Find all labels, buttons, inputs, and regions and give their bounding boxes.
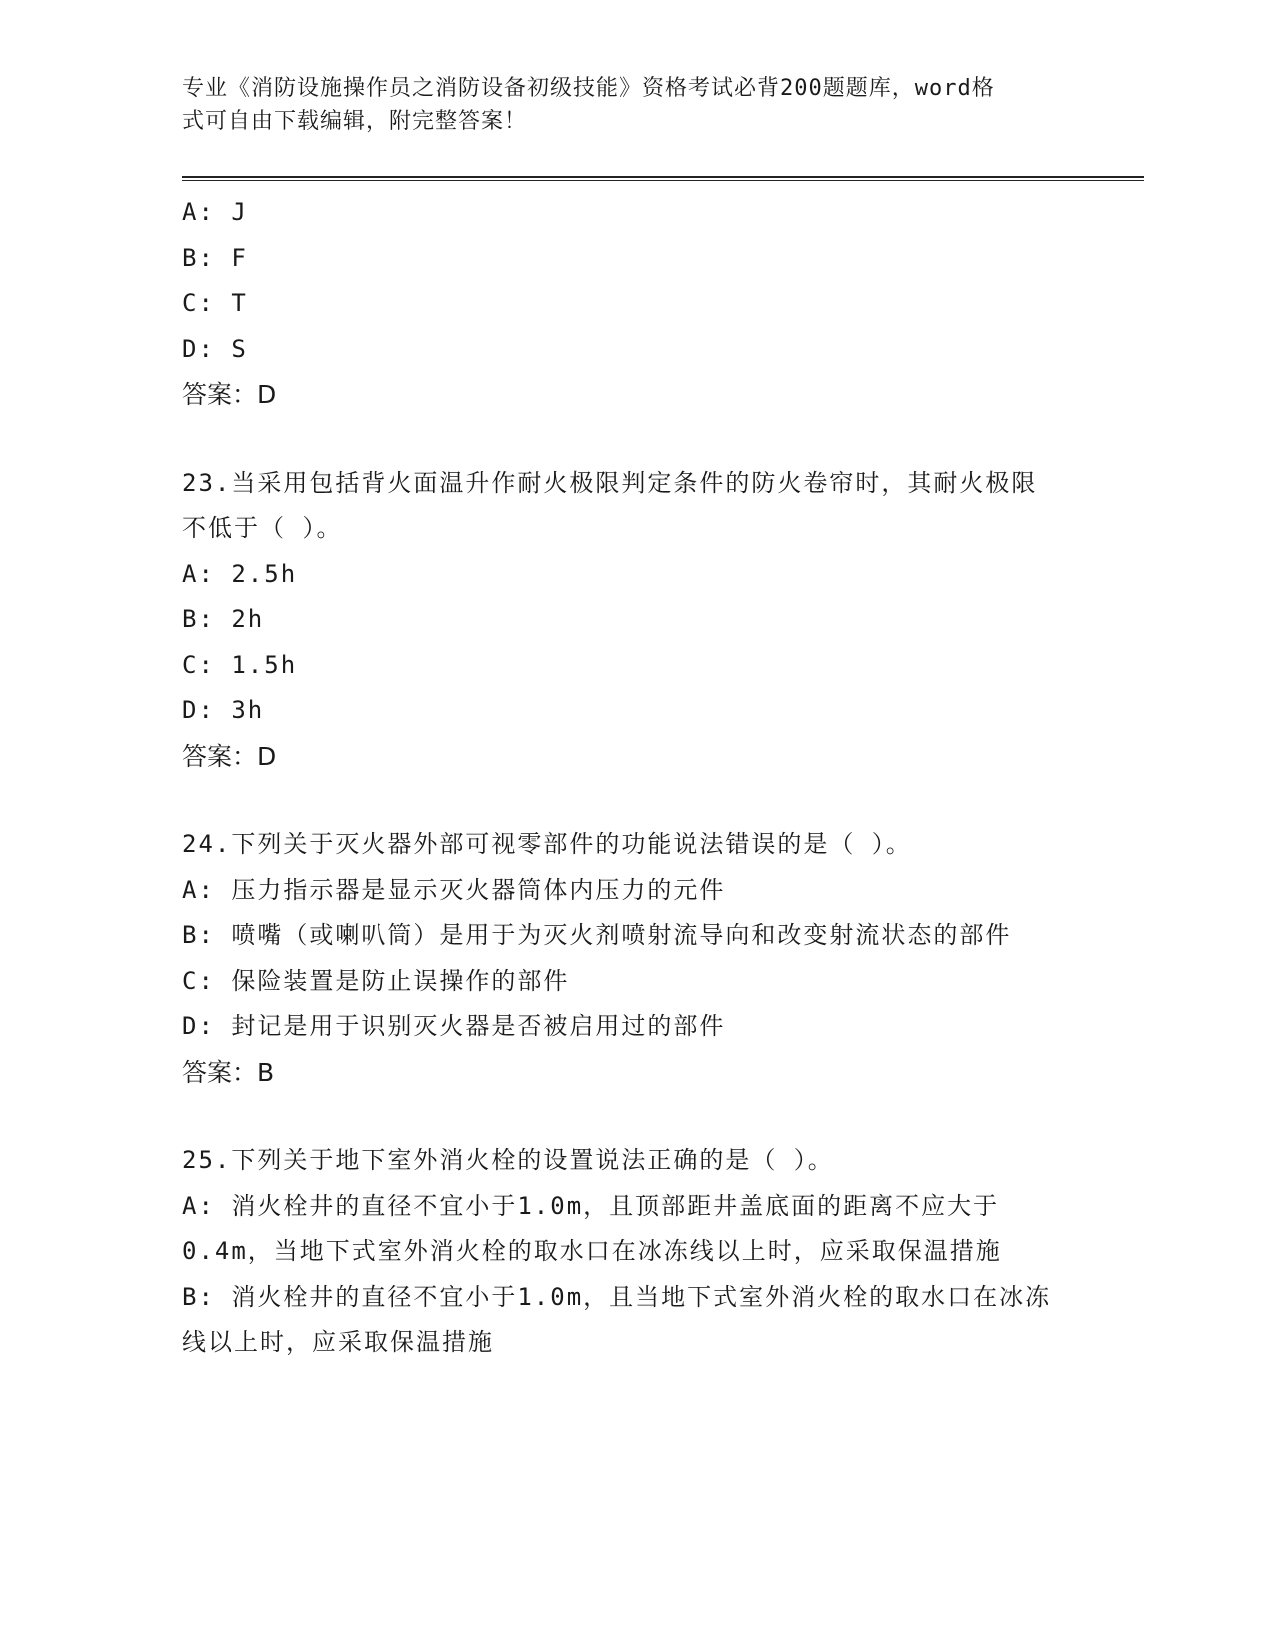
question-22 bbox=[182, 190, 1062, 418]
question-23 bbox=[182, 461, 1062, 780]
header-divider bbox=[182, 176, 1144, 181]
answer-key: 答案：D bbox=[182, 741, 277, 771]
option-a: A: J bbox=[182, 198, 248, 226]
option-c: C: 1.5h bbox=[182, 650, 298, 679]
option-a: A: 压力指示器是显示灭火器筒体内压力的元件 bbox=[182, 875, 726, 904]
option-c: C: 保险装置是防止误操作的部件 bbox=[182, 966, 570, 995]
option-a: A: 消火栓井的直径不宜小于1.0m，且顶部距井盖底面的距离不应大于0.4m，当地下式室外消火栓的取水口在冰冻线以上时，应采取保温措施 bbox=[182, 1191, 1002, 1265]
option-b: B: 喷嘴（或喇叭筒）是用于为灭火剂喷射流导向和改变射流状态的部件 bbox=[182, 921, 1012, 949]
option-b: B: 2h bbox=[182, 605, 265, 633]
document-header bbox=[182, 72, 1062, 138]
option-c: C: T bbox=[182, 289, 248, 317]
option-b: B: F bbox=[182, 243, 248, 272]
question-stem: 23.当采用包括背火面温升作耐火极限判定条件的防火卷帘时，其耐火极限不低于（ ）。 bbox=[182, 468, 1038, 542]
question-list bbox=[182, 190, 1062, 1366]
question-spacer bbox=[182, 418, 1062, 461]
option-d: D: 封记是用于识别灭火器是否被启用过的部件 bbox=[182, 1012, 726, 1040]
question-24 bbox=[182, 822, 1062, 1095]
question-spacer bbox=[182, 779, 1062, 822]
answer-key: 答案：B bbox=[182, 1057, 275, 1087]
question-25 bbox=[182, 1138, 1062, 1366]
option-b: B: 消火栓井的直径不宜小于1.0m，且当地下式室外消火栓的取水口在冰冻线以上时，应采取保温措施 bbox=[182, 1282, 1052, 1356]
question-spacer bbox=[182, 1095, 1062, 1138]
question-stem: 25.下列关于地下室外消火栓的设置说法正确的是（ ）。 bbox=[182, 1146, 834, 1174]
option-d: D: 3h bbox=[182, 696, 265, 724]
option-a: A: 2.5h bbox=[182, 559, 298, 588]
question-stem: 24.下列关于灭火器外部可视零部件的功能说法错误的是（ ）。 bbox=[182, 830, 912, 858]
header-line-1: 专业《消防设施操作员之消防设备初级技能》资格考试必背200题题库，word格 bbox=[182, 76, 995, 101]
header-line-2: 式可自由下载编辑，附完整答案！ bbox=[182, 109, 528, 134]
option-d: D: S bbox=[182, 334, 248, 363]
answer-key: 答案：D bbox=[182, 380, 277, 409]
